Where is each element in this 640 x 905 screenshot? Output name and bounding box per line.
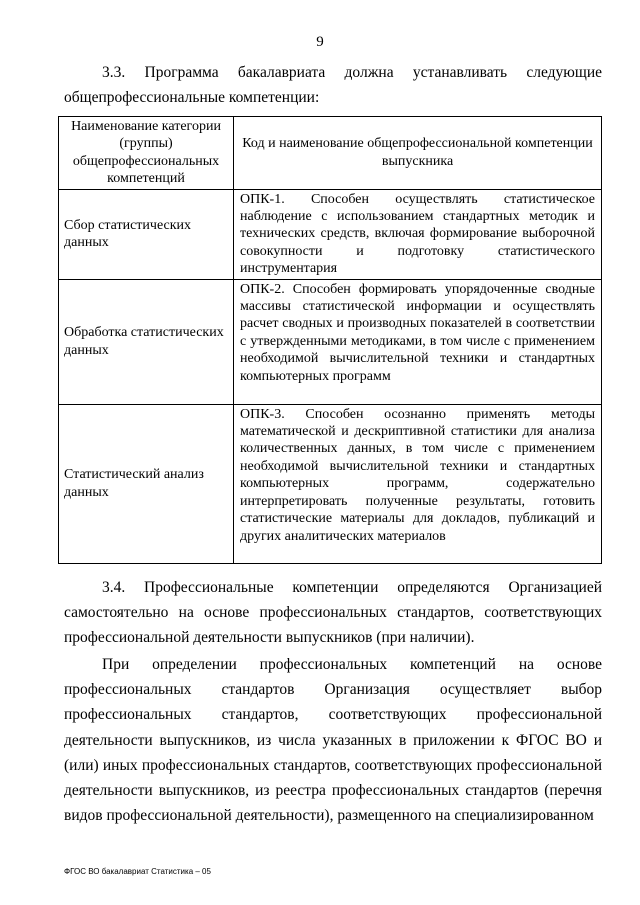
table-header-row: [59, 117, 602, 190]
table-row: [59, 189, 602, 279]
page-number: 9: [316, 34, 324, 50]
row-competence: ОПК-1. Способен осуществлять статистическое наблюдение с использованием стандартных методик и технических средств, включая формирование выборочной совокупности и подготовку статистического инструментария: [234, 189, 602, 279]
row-category: Сбор статистических данных: [59, 189, 234, 279]
paragraph-3-4: [64, 575, 602, 651]
paragraph-definition: [64, 652, 602, 828]
row-category: Обработка статистических данных: [59, 279, 234, 404]
competencies-table: [58, 116, 602, 564]
row-competence: ОПК-3. Способен осознанно применять методы математической и дескриптивной статистики для анализа количественных данных, в том числе с применением необходимой вычислительной техники и стандартных компьютерных программ, содержательно интерпретировать полученные результаты, готовить статистические материалы для докладов, публикаций и других аналитических материалов: [234, 404, 602, 563]
page-footer: ФГОС ВО бакалавриат Статистика – 05: [64, 867, 211, 876]
paragraph-3-4-text: 3.4. Профессиональные компетенции определяются Организацией самостоятельно на основе профессиональных стандартов, соответствующих профессиональной деятельности выпускников (при наличии).: [64, 579, 602, 647]
row-category: Статистический анализ данных: [59, 404, 234, 563]
intro-paragraph: [64, 60, 602, 110]
header-competence: Код и наименование общепрофессиональной компетенции выпускника: [234, 117, 602, 190]
header-category: Наименование категории (группы) общепрофессиональных компетенций: [59, 117, 234, 190]
table-row: [59, 404, 602, 563]
row-competence: ОПК-2. Способен формировать упорядоченные сводные массивы статистической информации и осуществлять расчет сводных и производных показателей в соответствии с утвержденными методиками, в том числе с применением необходимой вычислительной техники и стандартных компьютерных программ: [234, 279, 602, 404]
intro-text: 3.3. Программа бакалавриата должна устанавливать следующие общепрофессиональные компетенции:: [64, 64, 602, 107]
table-row: [59, 279, 602, 404]
paragraph-definition-text: При определении профессиональных компетенций на основе профессиональных стандартов Организация осуществляет выбор профессиональных стандартов, соответствующих профессиональной деятельности выпускников, из числа указанных в приложении к ФГОС ВО и (или) иных профессиональных стандартов, соответствующих профессиональной деятельности выпускников, из реестра профессиональных стандартов (перечня видов профессиональной деятельности), размещенного на специализированном: [64, 656, 602, 825]
